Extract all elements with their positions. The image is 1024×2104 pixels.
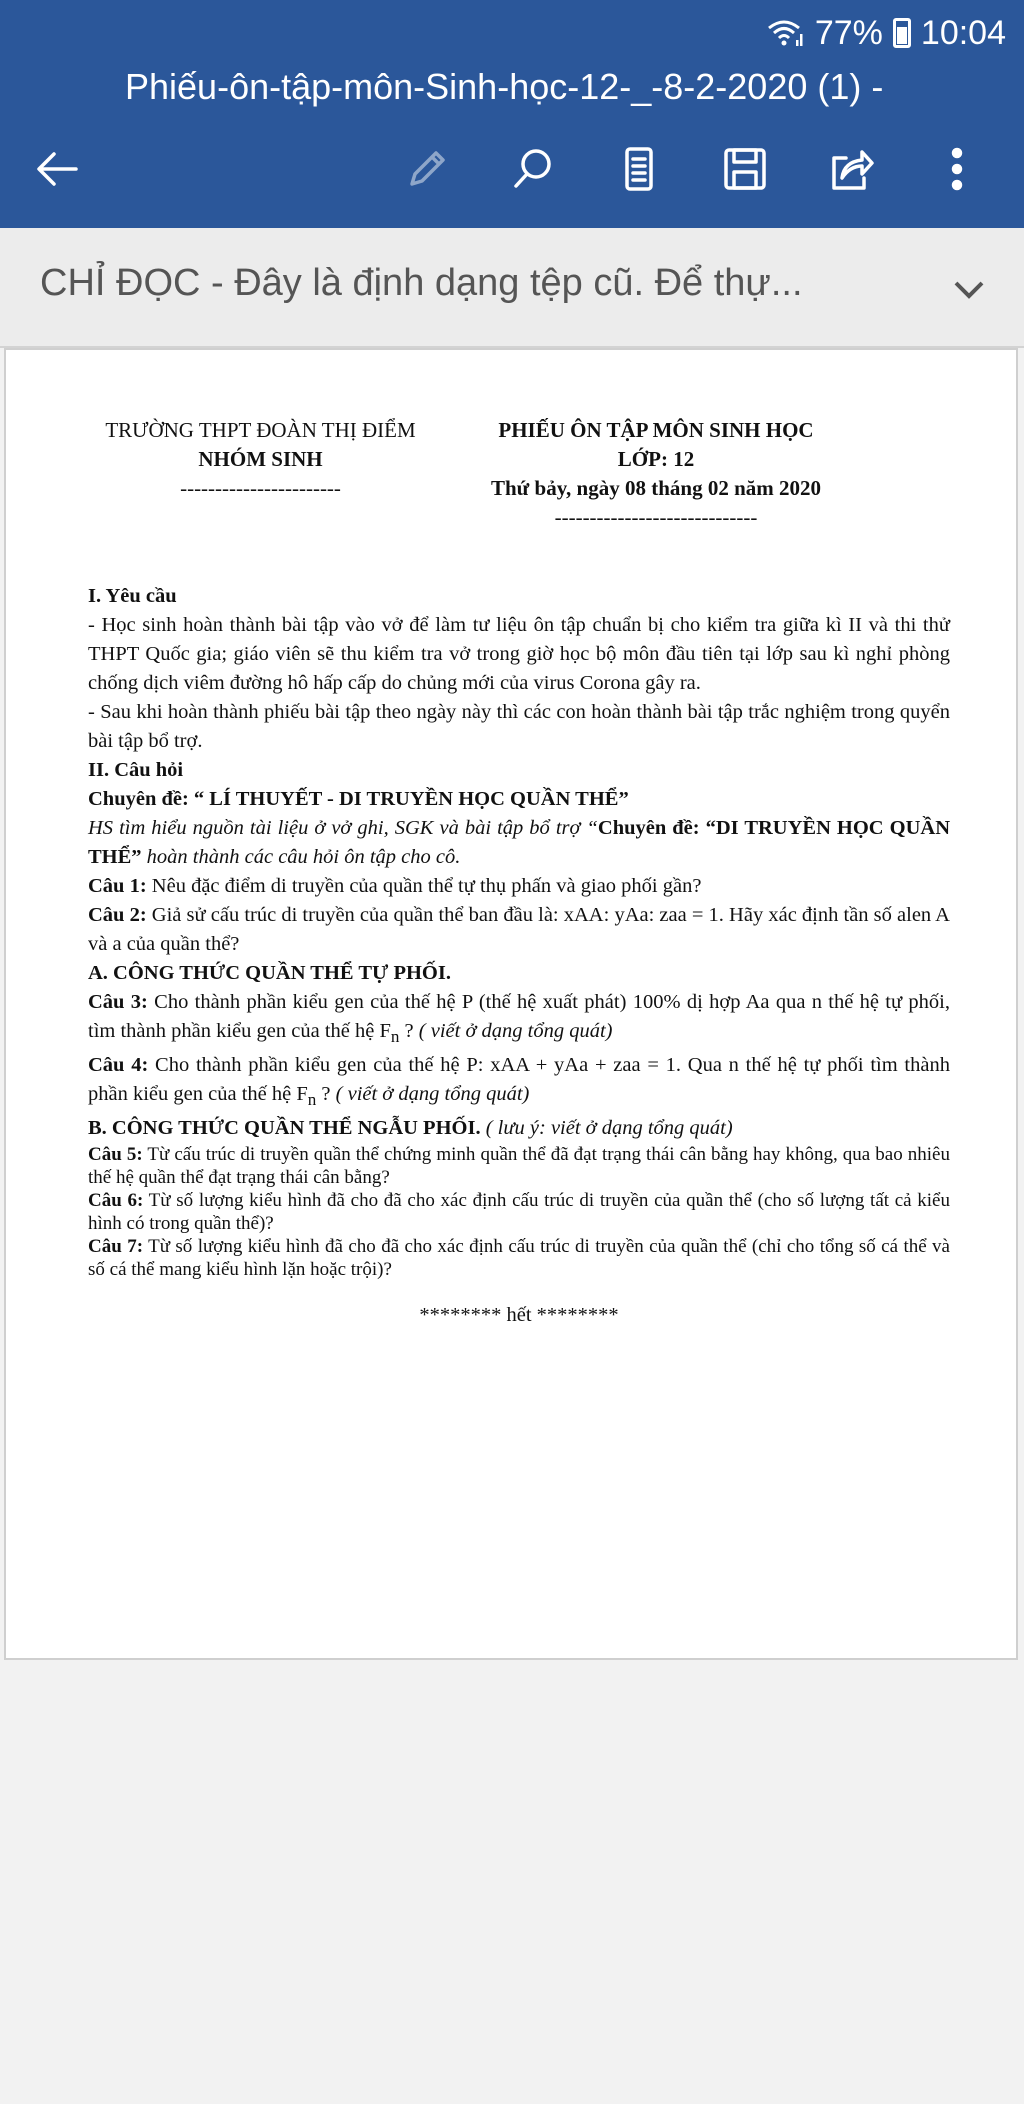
instruction-topic: Chuyên đề: “DI TRUYỀN HỌC QUẦN THỂ”	[88, 817, 950, 868]
question-6	[88, 1189, 950, 1235]
question-5-label: Câu 5:	[88, 1144, 143, 1166]
question-1-label: Câu 1:	[88, 875, 147, 897]
question-3-end: ?	[399, 1020, 419, 1042]
section-b-note: ( lưu ý: viết ở dạng tổng quát)	[480, 1117, 733, 1140]
back-arrow-icon[interactable]	[28, 140, 86, 198]
battery-icon	[893, 18, 911, 48]
question-4-note: ( viết ở dạng tổng quát)	[335, 1083, 530, 1106]
question-4-subscript: n	[307, 1090, 317, 1110]
group-name: NHÓM SINH	[198, 447, 323, 471]
save-icon[interactable]	[716, 140, 774, 198]
document-page[interactable]	[4, 348, 1018, 1660]
right-divider: -----------------------------	[554, 505, 758, 529]
question-7-label: Câu 7:	[88, 1236, 144, 1258]
app-bar	[0, 0, 1024, 228]
grade-label: LỚP: 12	[617, 447, 695, 471]
school-name: TRƯỜNG THPT ĐOÀN THỊ ĐIỂM	[105, 418, 416, 442]
question-7	[88, 1235, 950, 1281]
date-line: Thứ bảy, ngày 08 tháng 02 năm 2020	[490, 476, 821, 500]
share-icon[interactable]	[822, 140, 880, 198]
question-7-text: Từ số lượng kiểu hình đã cho đã cho xác định cấu trúc di truyền của quần thể (chỉ cho tổng số cá thể và số cá thể mang kiểu hình lặn hoặc trội)?	[88, 1236, 950, 1281]
worksheet-title: PHIẾU ÔN TẬP MÔN SINH HỌC	[498, 418, 814, 442]
read-only-banner[interactable]	[0, 228, 1024, 348]
toolbar	[0, 140, 1024, 202]
question-3-text: Cho thành phần kiểu gen của thế hệ P (thế hệ xuất phát) 100% dị hợp Aa qua n thế hệ tự phối, tìm thành phần kiểu gen của thế hệ F	[88, 991, 950, 1042]
search-icon[interactable]	[504, 140, 562, 198]
question-1-text: Nêu đặc điểm di truyền của quần thể tự thụ phấn và giao phối gần?	[146, 875, 702, 897]
pencil-edit-icon[interactable]	[398, 140, 456, 198]
document-title: Phiếu-ôn-tập-môn-Sinh-học-12-_-8-2-2020 (1) -	[125, 66, 884, 107]
document-header	[88, 416, 950, 544]
instruction-part-2: hoàn thành các câu hỏi ôn tập cho cô.	[141, 846, 461, 868]
question-6-label: Câu 6:	[88, 1190, 144, 1212]
instruction-paragraph	[88, 814, 950, 872]
left-divider: -----------------------	[180, 476, 341, 500]
requirement-paragraph-1: - Học sinh hoàn thành bài tập vào vở để làm tư liệu ôn tập chuẩn bị cho kiểm tra giữa kì II và thi thử THPT Quốc gia; giáo viên sẽ thu kiểm tra vở trong giờ học bộ môn đầu tiên tại lớp sau kì nghỉ phòng chống dịch viêm đường hô hấp cấp do chủng mới của virus Corona gây ra.	[88, 614, 950, 694]
question-5	[88, 1143, 950, 1189]
question-2	[88, 901, 950, 959]
question-3-subscript: n	[390, 1027, 400, 1047]
question-2-label: Câu 2:	[88, 904, 147, 926]
question-3-label: Câu 3:	[88, 991, 148, 1013]
document-body	[88, 416, 950, 1330]
question-3	[88, 988, 950, 1051]
question-3-note: ( viết ở dạng tổng quát)	[418, 1020, 613, 1042]
school-block	[88, 416, 433, 503]
question-4-end: ?	[316, 1083, 336, 1106]
more-options-icon[interactable]	[928, 140, 986, 198]
section-1-title: I. Yêu cầu	[88, 585, 177, 607]
section-b-title: B. CÔNG THỨC QUẦN THỂ NGẪU PHỐI.	[88, 1117, 481, 1140]
battery-percent: 77%	[814, 13, 883, 52]
question-6-text: Từ số lượng kiểu hình đã cho đã cho xác định cấu trúc di truyền của quần thể (cho số lượng tất cả kiểu hình có trong quần thể)?	[88, 1190, 950, 1235]
question-4-text: Cho thành phần kiểu gen của thế hệ P: xAA + yAa + zaa = 1. Qua n thế hệ tự phối tìm thành phần kiểu gen của thế hệ F	[88, 1054, 950, 1106]
clock: 10:04	[920, 13, 1006, 52]
question-2-text: Giả sử cấu trúc di truyền của quần thể ban đầu là: xAA: yAa: zaa = 1. Hãy xác định tần số alen A và a của quần thể?	[88, 904, 950, 955]
requirement-paragraph-2: - Sau khi hoàn thành phiếu bài tập theo ngày này thì các con hoàn thành bài tập trắc nghiệm trong quyển bài tập bổ trợ.	[88, 701, 950, 752]
wifi-signal-icon	[767, 18, 805, 48]
status-bar	[767, 10, 1006, 56]
question-5-text: Từ cấu trúc di truyền quần thể chứng minh quần thể đã đạt trạng thái cân bằng hay không, qua bao nhiêu thế hệ quần thể đạt trạng thái cân bằng?	[88, 1144, 950, 1189]
question-4-label: Câu 4:	[88, 1054, 149, 1077]
question-4	[88, 1051, 950, 1114]
section-b-title-line	[88, 1114, 950, 1143]
topic-line: Chuyên đề: “ LÍ THUYẾT - DI TRUYỀN HỌC QUẦN THỂ”	[88, 788, 629, 810]
section-a-title: A. CÔNG THỨC QUẦN THỂ TỰ PHỐI.	[88, 962, 451, 984]
instruction-part-1: HS tìm hiểu nguồn tài liệu ở vở ghi, SGK và bài tập bổ trợ “	[88, 817, 598, 839]
end-marker: ******** hết ********	[419, 1304, 619, 1327]
question-1	[88, 872, 950, 901]
chevron-down-icon[interactable]	[944, 264, 994, 314]
read-only-message: CHỈ ĐỌC - Đây là định dạng tệp cũ. Để thự...	[40, 262, 803, 304]
mobile-view-icon[interactable]	[610, 140, 668, 198]
section-2-title: II. Câu hỏi	[88, 759, 184, 781]
title-block	[466, 416, 846, 532]
